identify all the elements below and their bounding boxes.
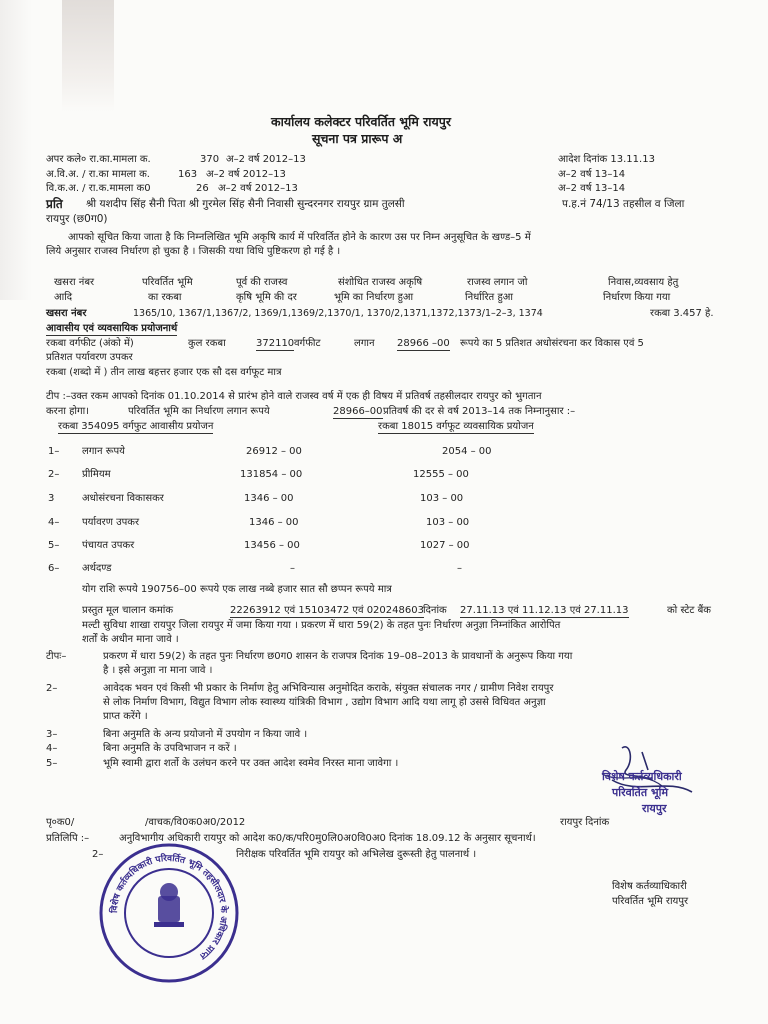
raipur-date: रायपुर दिनांक — [560, 817, 610, 828]
row-number: 6– — [48, 563, 60, 574]
case-number: 163 — [178, 169, 198, 180]
rent-amount: 28966–00 — [333, 406, 383, 417]
rent-note: रूपये का 5 प्रतिशत अधोसंरचना कर विकास एवं 5 — [460, 338, 644, 349]
residential-value: 1346 – 00 — [249, 517, 299, 528]
area-words: रकबा (शब्दो में ) तीन लाख बहत्तर हजार एक सौ दस वर्गफूट मात्र — [46, 367, 282, 378]
commercial-value: 12555 – 00 — [413, 469, 469, 480]
col-header: का रकबा — [148, 292, 182, 303]
condition-text: आवेदक भवन एवं किसी भी प्रकार के निर्माण हेतु अभिविन्यास अनुमोदित कराके, संयुक्त संचालक नगर / ग्रामीण निवेश रायपुर — [103, 683, 554, 694]
condition-text: से लोक निर्माण विभाग, विद्युत विभाग लोक स्वास्थ्य यांत्रिकी विभाग , उद्योग विभाग आदि यथा लागू हो उससे विधिवत अनुज्ञा — [103, 697, 546, 708]
commercial-value: 103 – 00 — [426, 517, 470, 528]
seal-text: विशेष कर्तव्यधिकारी परिवर्तित भूमि तहसीलदार के अधिकार प्राप्त — [109, 853, 229, 961]
stamp-line: परिवर्तित भूमि — [612, 786, 669, 799]
patwari-halka: प.ह.नं 74/13 तहसील व जिला — [562, 198, 685, 210]
row-label: पंचायत उपकर — [82, 540, 135, 551]
condition-text: बिना अनुमति के उपविभाजन न करें । — [103, 743, 237, 754]
intro-line: आपको सूचित किया जाता है कि निम्नलिखित भूमि अकृषि कार्य में परिवर्तित होने के कारण उस पर निम्न अनुसूचित के खण्ड–5 में — [68, 232, 531, 243]
row-number: 1– — [48, 446, 60, 457]
col-header: निर्धारित हुआ — [465, 292, 513, 303]
area-label: रकबा वर्गफीट (अंको में) — [46, 338, 134, 349]
condition-text: भूमि स्वामी द्वारा शर्तो के उलंघन करने पर उक्त आदेश स्वमेव निरस्त माना जावेगा । — [103, 758, 399, 769]
stamp-line: रायपुर — [642, 802, 667, 815]
commercial-value: 2054 – 00 — [442, 446, 492, 457]
intro-line: लिये अनुसार राजस्व निर्धारण हो चुका है । जिसकी यथा विधि पुष्टिकरण हो गई है । — [46, 246, 341, 257]
total-amount: योग राशि रूपये 190756–00 रूपये एक लाख नब्बे हजार सात सौ छप्पन रूपये मात्र — [82, 584, 392, 595]
office-title: कार्यालय कलेक्टर परिवर्तित भूमि रायपुर — [271, 114, 451, 129]
row-label: पर्यावरण उपकर — [82, 517, 140, 528]
row-label: अधोसंरचना विकासकर — [82, 493, 164, 504]
col-header: निर्धारण किया गया — [603, 292, 671, 303]
condition-number: टीपः– — [46, 651, 67, 662]
form-title: सूचना पत्र प्रारूप अ — [312, 131, 403, 146]
row-label: लगान रूपये — [82, 446, 125, 457]
reference-number: /वाचक/वि0क0अ0/2012 — [145, 817, 246, 828]
col-header: परिवर्तित भूमि — [142, 277, 193, 288]
residential-value: 13456 – 00 — [244, 540, 300, 551]
case-year: अ–2 वर्ष 2012–13 — [218, 183, 298, 194]
residential-value: 26912 – 00 — [246, 446, 302, 457]
commercial-value: 103 – 00 — [420, 493, 464, 504]
challan-line: शर्तों के अधीन माना जावे । — [82, 634, 179, 645]
prati-label: प्रति — [46, 197, 63, 211]
case-number: 370 — [200, 154, 220, 165]
row-number: 5– — [48, 540, 60, 551]
total-area-label: कुल रकबा — [188, 338, 226, 349]
case-label: अपर कले० रा.का.मामला क. — [46, 154, 151, 165]
commercial-heading: रकबा 18015 वर्गफूट व्यवसायिक प्रयोजन — [378, 421, 534, 432]
note-line: करना होगा। — [46, 406, 89, 417]
ashoka-emblem-icon — [154, 883, 184, 927]
challan-date-label: दिनांक — [423, 605, 447, 616]
official-seal — [98, 842, 240, 984]
stamp-line: विशेष कर्तव्यधिकारी — [602, 770, 682, 783]
addressee-city: रायपुर (छ0ग0) — [46, 213, 108, 225]
case-year: अ–2 वर्ष 2012–13 — [206, 169, 286, 180]
condition-text: प्रकरण में धारा 59(2) के तहत पुनः निर्धारण छ0ग0 शासन के राजपत्र दिनांक 19–08–2013 के प्रावधानों के अनुरूप किया गया — [103, 651, 573, 662]
col-header: भूमि का निर्धारण हुआ — [334, 292, 414, 303]
commercial-value: – — [457, 563, 462, 574]
order-year: अ–2 वर्ष 13–14 — [558, 183, 626, 194]
copy-label: प्रतिलिपि :– — [46, 833, 90, 844]
purpose-heading: आवासीय एवं व्यवसायिक प्रयोजनार्थ — [46, 323, 178, 334]
rent-note-cont: प्रतिशत पर्यावरण उपकर — [46, 352, 133, 363]
case-label: वि.क.अ. / रा.क.मामला क0 — [46, 183, 151, 194]
commercial-value: 1027 – 00 — [420, 540, 470, 551]
residential-value: 1346 – 00 — [244, 493, 294, 504]
condition-text: बिना अनुमति के अन्य प्रयोजनो में उपयोग न किया जावे । — [103, 729, 308, 740]
col-header: कृषि भूमि की दर — [236, 292, 297, 303]
addressee: श्री यशदीप सिंह सैनी पिता श्री गुरमेल सिंह सैनी निवासी सुन्दरनगर रायपुर ग्राम तुलसी — [86, 198, 405, 210]
note-line: परिवर्तित भूमि का निर्धारण लगान रूपये — [128, 406, 270, 417]
col-header: आदि — [54, 292, 73, 303]
signatory-office: परिवर्तित भूमि रायपुर — [612, 896, 689, 907]
copy-line: निरीक्षक परिवर्तित भूमि रायपुर को अभिलेख दुरूस्ती हेतु पालनार्थ । — [236, 849, 477, 860]
col-header: राजस्व लगान जो — [467, 277, 528, 288]
condition-number: 3– — [46, 729, 58, 740]
residential-heading: रकबा 354095 वर्गफुट आवासीय प्रयोजन — [58, 421, 214, 432]
note-line: प्रतिवर्ष की दर से वर्ष 2013–14 तक निम्नानुसार :– — [383, 406, 576, 417]
residential-value: – — [290, 563, 295, 574]
condition-number: 2– — [46, 683, 58, 694]
note-line: टीप :–उक्त रकम आपको दिनांक 01.10.2014 से प्रारंभ होने वाले राजस्व वर्ष में एक ही विषय में प्रतिवर्ष तहसीलदार रायपुर को भुगतान — [46, 391, 542, 402]
col-header: संशोधित राजस्व अकृषि — [338, 277, 423, 288]
total-area-value: 372110 — [256, 338, 295, 349]
row-number: 2– — [48, 469, 60, 480]
scan-edge-shadow — [0, 0, 32, 300]
challan-line: मल्टी सुविधा शाखा रायपुर जिला रायपुर में जमा किया गया । प्रकरण में धारा 59(2) के तहत पुनः निर्धारण अनुज्ञा निम्नांकित आरोपित — [82, 620, 561, 631]
row-label: प्रीमियम — [82, 469, 111, 480]
copy-number: 2– — [92, 849, 104, 860]
challan-dates: 27.11.13 एवं 11.12.13 एवं 27.11.13 — [460, 605, 629, 616]
row-number: 4– — [48, 517, 60, 528]
challan-numbers: 22263912 एवं 15103472 एवं 020248603 — [230, 605, 424, 616]
challan-label: प्रस्तुत मूल चालान कमांक — [82, 605, 174, 616]
row-label: अर्थदण्ड — [82, 563, 112, 574]
condition-text: है । इसे अनुज्ञा ना माना जावे । — [103, 665, 213, 676]
signatory-title: विशेष कर्तव्याधिकारी — [612, 881, 687, 892]
condition-number: 5– — [46, 758, 58, 769]
residential-value: 131854 – 00 — [240, 469, 303, 480]
col-header: पूर्व की राजस्व — [236, 277, 288, 288]
khasra-label: खसरा नंबर — [46, 308, 87, 319]
col-header: खसरा नंबर — [54, 277, 95, 288]
rent-value: 28966 –00 — [397, 338, 450, 349]
copy-line: अनुविभागीय अधिकारी रायपुर को आदेश क0/क/परि0मु0लि0अ0वि0अ0 दिनांक 18.09.12 के अनुसार सूचनार्थ। — [119, 833, 536, 844]
case-number: 26 — [196, 183, 209, 194]
area-unit: वर्गफीट — [294, 338, 321, 349]
row-number: 3 — [48, 493, 55, 504]
col-header: निवास,व्यवसाय हेतु — [608, 277, 679, 288]
rent-label: लगान — [354, 338, 375, 349]
khasra-area: रकबा 3.457 हे. — [650, 308, 714, 319]
scan-smudge — [62, 0, 114, 112]
condition-number: 4– — [46, 743, 58, 754]
condition-text: प्राप्त करेंगे । — [103, 711, 148, 722]
khasra-numbers: 1365/10, 1367/1,1367/2, 1369/1,1369/2,1370/1, 1370/2,1371,1372,1373/1–2–3, 1374 — [133, 308, 543, 319]
order-date: आदेश दिनांक 13.11.13 — [558, 154, 655, 165]
case-year: अ–2 वर्ष 2012–13 — [226, 154, 306, 165]
reference-prefix: पृ०क0/ — [46, 817, 75, 828]
challan-bank: को स्टेट बैंक — [667, 605, 711, 616]
case-label: अ.वि.अ. / रा.का मामला क. — [46, 169, 150, 180]
order-year: अ–2 वर्ष 13–14 — [558, 169, 626, 180]
